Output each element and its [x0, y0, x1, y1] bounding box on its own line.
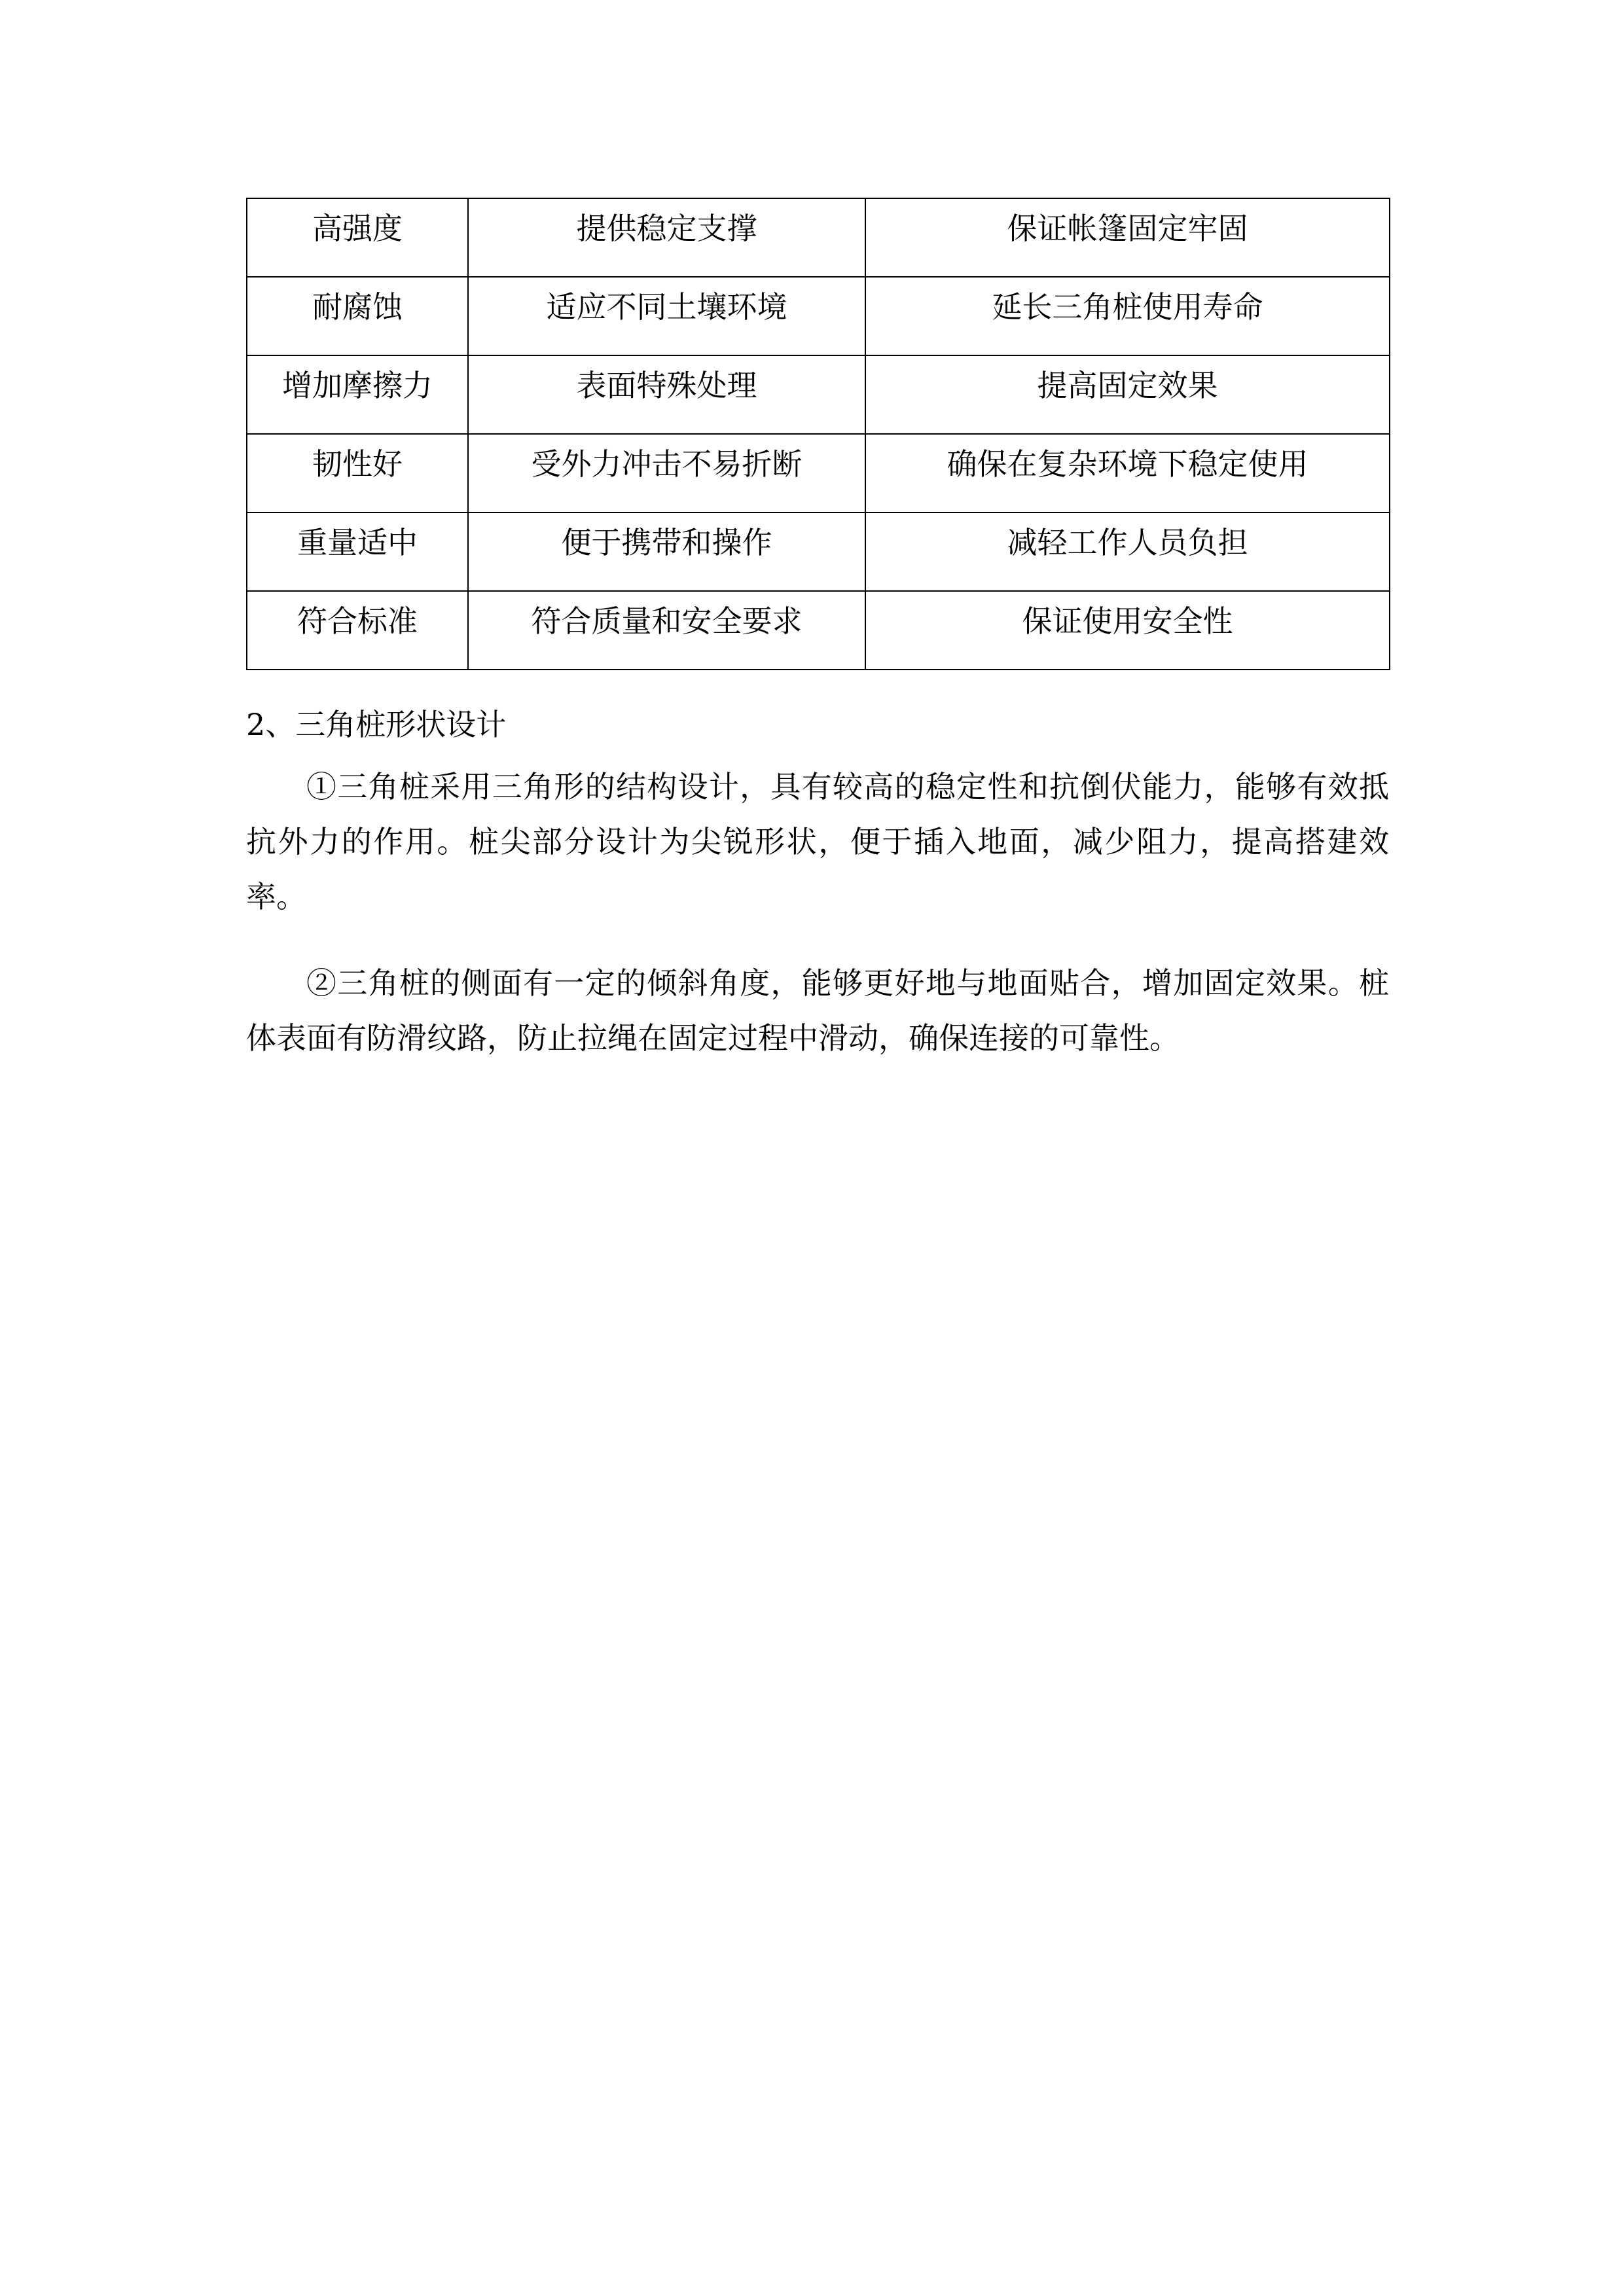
feature-cell: 重量适中 — [247, 512, 468, 591]
feature-cell: 符合标准 — [247, 591, 468, 670]
method-cell: 便于携带和操作 — [468, 512, 865, 591]
method-cell: 表面特殊处理 — [468, 355, 865, 434]
feature-cell: 高强度 — [247, 198, 468, 277]
table-row — [247, 355, 1390, 434]
method-cell: 受外力冲击不易折断 — [468, 434, 865, 512]
method-cell: 适应不同土壤环境 — [468, 277, 865, 355]
effect-cell: 延长三角桩使用寿命 — [865, 277, 1390, 355]
table-row — [247, 434, 1390, 512]
table-row — [247, 591, 1390, 670]
features-table — [246, 198, 1390, 670]
method-cell: 符合质量和安全要求 — [468, 591, 865, 670]
feature-cell: 耐腐蚀 — [247, 277, 468, 355]
effect-cell: 保证使用安全性 — [865, 591, 1390, 670]
method-cell: 提供稳定支撑 — [468, 198, 865, 277]
table-row — [247, 198, 1390, 277]
feature-cell: 增加摩擦力 — [247, 355, 468, 434]
paragraph-shape-structure: ①三角桩采用三角形的结构设计，具有较高的稳定性和抗倒伏能力，能够有效抵抗外力的作用。桩尖部分设计为尖锐形状，便于插入地面，减少阻力，提高搭建效率。 — [246, 769, 1389, 914]
paragraph-side-slope: ②三角桩的侧面有一定的倾斜角度，能够更好地与地面贴合，增加固定效果。桩体表面有防滑纹路，防止拉绳在固定过程中滑动，确保连接的可靠性。 — [246, 965, 1389, 1056]
effect-cell: 保证帐篷固定牢固 — [865, 198, 1390, 277]
feature-cell: 韧性好 — [247, 434, 468, 512]
section-heading: 2、三角桩形状设计 — [246, 707, 507, 742]
effect-cell: 确保在复杂环境下稳定使用 — [865, 434, 1390, 512]
effect-cell: 减轻工作人员负担 — [865, 512, 1390, 591]
table-row — [247, 277, 1390, 355]
table-row — [247, 512, 1390, 591]
effect-cell: 提高固定效果 — [865, 355, 1390, 434]
